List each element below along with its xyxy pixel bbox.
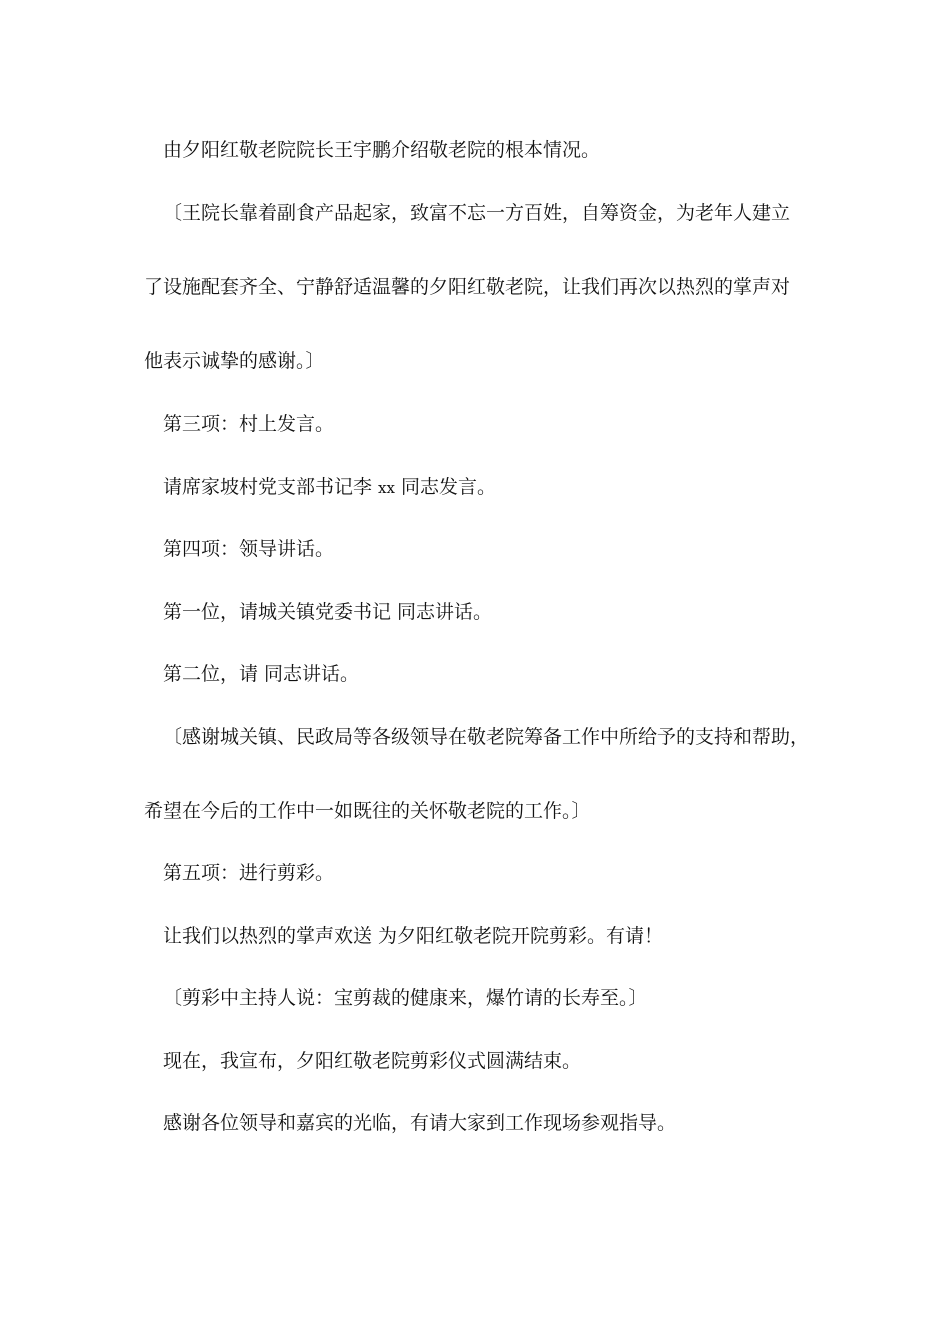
host-remark: 〔剪彩中主持人说：宝剪裁的健康来，爆竹请的长寿至。〕 (163, 987, 648, 1009)
second-leader-line: 第二位，请 同志讲话。 (163, 663, 360, 685)
paragraph-gratitude-line-1: 〔感谢城关镇、民政局等各级领导在敬老院筹备工作中所给予的支持和帮助， (163, 726, 810, 748)
paragraph-gratitude-line-2: 希望在今后的工作中一如既往的关怀敬老院的工作。〕 (144, 800, 591, 822)
ribbon-cutting-invite: 让我们以热烈的掌声欢送 为夕阳红敬老院开院剪彩。有请！ (163, 925, 664, 947)
paragraph-thanks-line-2: 了设施配套齐全、宁静舒适温馨的夕阳红敬老院，让我们再次以热烈的掌声对 (144, 276, 791, 298)
paragraph-thanks-line-3: 他表示诚挚的感谢。〕 (144, 350, 325, 372)
speaker-before: 请席家坡村党支部书记李 (163, 476, 379, 498)
village-speaker-line (144, 474, 843, 501)
paragraph-intro: 由夕阳红敬老院院长王宇鹏介绍敬老院的根本情况。 (163, 139, 601, 161)
closing-thanks: 感谢各位领导和嘉宾的光临，有请大家到工作现场参观指导。 (163, 1112, 677, 1134)
closing-announcement: 现在，我宣布，夕阳红敬老院剪彩仪式圆满结束。 (163, 1050, 582, 1072)
paragraph-thanks-line-1: 〔王院长靠着副食产品起家，致富不忘一方百姓，自筹资金，为老年人建立 (163, 202, 791, 224)
item-five-heading: 第五项：进行剪彩。 (163, 862, 335, 884)
item-four-heading: 第四项：领导讲话。 (163, 538, 335, 560)
first-leader-line: 第一位，请城关镇党委书记 同志讲话。 (163, 601, 493, 623)
speaker-name-placeholder: xx (378, 479, 395, 497)
speaker-after: 同志发言。 (394, 476, 497, 498)
item-three-heading: 第三项：村上发言。 (163, 413, 335, 435)
